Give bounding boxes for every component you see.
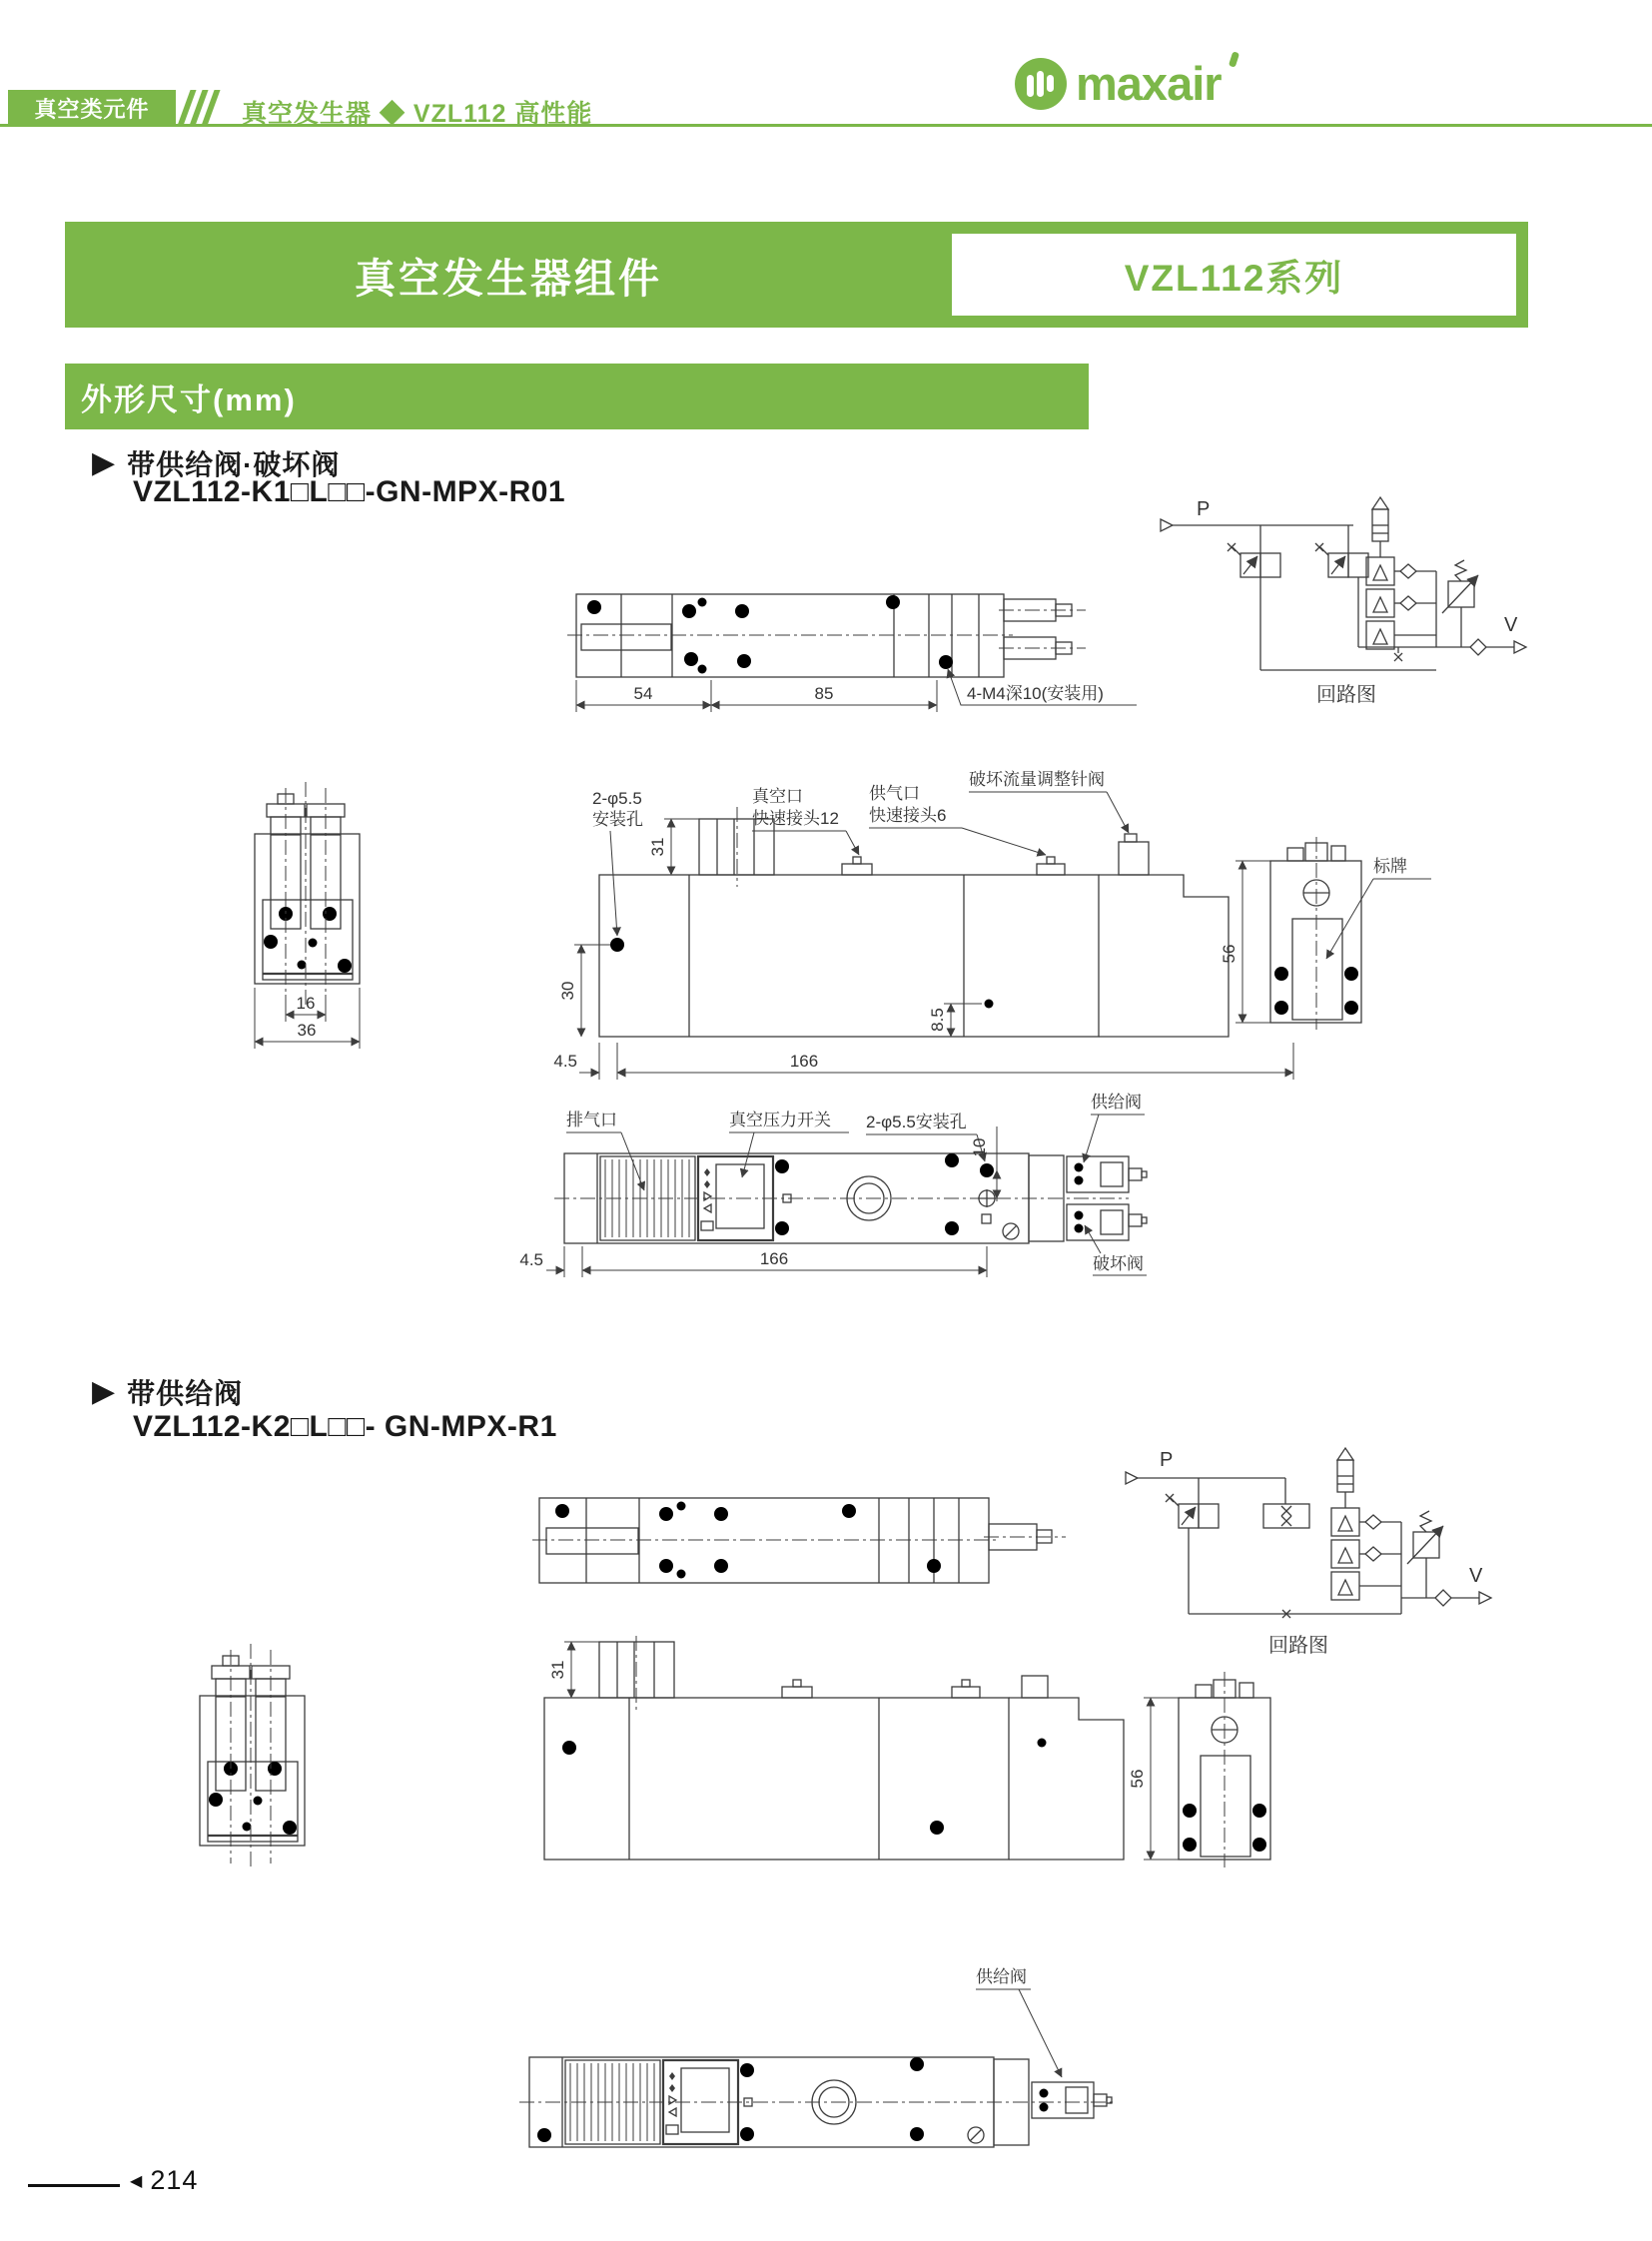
nameplate-label: 标牌 [1373,857,1407,876]
series-label: VZL112系列 [1124,258,1344,299]
mount-hole-label: 2-φ5.5安装孔 [866,1113,967,1131]
dim-31-label: 31 [648,837,667,857]
footer-rule [28,2184,120,2187]
vacuum-port-label-1: 真空口 [752,787,803,806]
supply-valve-label: 供给阀 [976,1967,1027,1986]
k2-front-view-drawing [175,1636,1383,1885]
k1-top-view-drawing [390,547,1149,722]
pressure-switch-window [663,2060,738,2144]
port-v-label: V [1504,614,1518,636]
k2-left-end-view [200,1644,305,1868]
vacuum-port-label-2: 快速接头12 [752,809,839,828]
k1-bottom-view-drawing [429,1082,1169,1286]
port-p-label: P [1160,1449,1174,1471]
supply-valve-assembly [1032,2082,1112,2118]
filter-symbol [1470,639,1486,655]
dim-16-label: 16 [296,994,316,1013]
k1-left-end-view [255,782,360,1049]
circuit-caption: 回路图 [1268,1635,1328,1657]
break-valve-label: 破坏阀 [1093,1254,1144,1273]
mount-note-label: 4-M4深10(安装用) [967,684,1104,703]
port-p-label: P [1197,498,1211,520]
dim-56-label: 56 [1220,944,1239,964]
needle-valve-symbol [1442,560,1478,613]
dim-166-label: 166 [759,1249,789,1268]
series-box [952,234,1516,316]
pressure-switch-window [698,1156,773,1240]
ejector-stage-symbol [1366,557,1394,649]
mount-hole-label-1: 2-φ5.5 [592,789,642,808]
brand-wordmark: maxair [1076,57,1222,110]
variant2-model: VZL112-K2□L□□- GN-MPX-R1 [133,1410,557,1443]
filter-symbol [1435,1590,1451,1606]
dim-36-label: 36 [297,1021,317,1040]
triangle-marker-icon: ▶ [92,1375,116,1408]
k2-bottom-view-drawing [514,1952,1134,2222]
title-bar [65,222,1528,328]
brand-logo [1014,56,1222,111]
dimensions-section-heading: 外形尺寸(mm) [65,364,1089,429]
mount-hole-label-2: 安装孔 [592,810,643,829]
variant1-model: VZL112-K1□L□□-GN-MPX-R01 [133,475,566,508]
footer [130,2165,198,2196]
silencer-symbol [1372,497,1388,541]
blanking-plate-symbol [1263,1504,1309,1528]
variant2-name: 带供给阀 [127,1378,244,1409]
k2-top-view-drawing [434,1466,1094,1616]
triangle-marker-icon: ▶ [92,446,116,479]
needle-valve-symbol [1407,1511,1443,1564]
page-number: 214 [150,2165,199,2195]
variant1-name: 带供给阀·破坏阀 [127,449,341,480]
ejector-stage-symbol [1331,1508,1359,1600]
dim-31-label: 31 [548,1660,567,1680]
supply-port-label-2: 快速接头6 [869,806,947,825]
k2-circuit-diagram [1114,1436,1533,1666]
dim-10-label: 10 [970,1137,989,1157]
dim-4-5-label: 4.5 [519,1250,543,1269]
solenoid-valve-symbol [1315,543,1368,577]
dim-4-5-label: 4.5 [553,1052,577,1071]
port-v-label: V [1469,1565,1483,1587]
needle-valve-label: 破坏流量调整针阀 [969,770,1105,789]
category-tab-label: 真空类元件 [34,96,150,122]
k1-circuit-diagram [1149,485,1548,715]
k2-right-end-view [1128,1672,1271,1868]
k1-front-view-drawing [175,752,1563,1097]
page-marker-icon: ◀ [130,2172,143,2190]
break-valve-assembly [1067,1204,1147,1240]
supply-valve-assembly [1067,1156,1147,1192]
dim-166-label: 166 [789,1052,819,1071]
solenoid-valve-symbol [1228,543,1280,577]
silencer-symbol [1337,1448,1353,1492]
page-title: 真空发生器组件 [355,255,662,302]
supply-valve-label: 供给阀 [1091,1093,1142,1112]
dim-85-label: 85 [814,684,834,703]
exhaust-label: 排气口 [566,1111,617,1129]
dim-8-5-label: 8.5 [928,1008,947,1032]
circuit-caption: 回路图 [1316,684,1376,706]
brand-accent-icon [1229,51,1239,67]
breadcrumb: 真空发生器 ◆ VZL112 高性能 [242,100,593,128]
brand-mark-icon [1014,57,1068,111]
pressure-switch-label: 真空压力开关 [729,1111,831,1129]
dim-56-label: 56 [1128,1769,1147,1789]
variant2-heading [92,1372,243,1412]
k1-right-end-view [1220,837,1431,1030]
supply-port-label-1: 供气口 [869,784,920,803]
dim-54-label: 54 [633,684,653,703]
category-tab [8,90,176,126]
dim-30-label: 30 [558,981,577,1001]
solenoid-valve-symbol [1166,1494,1219,1528]
